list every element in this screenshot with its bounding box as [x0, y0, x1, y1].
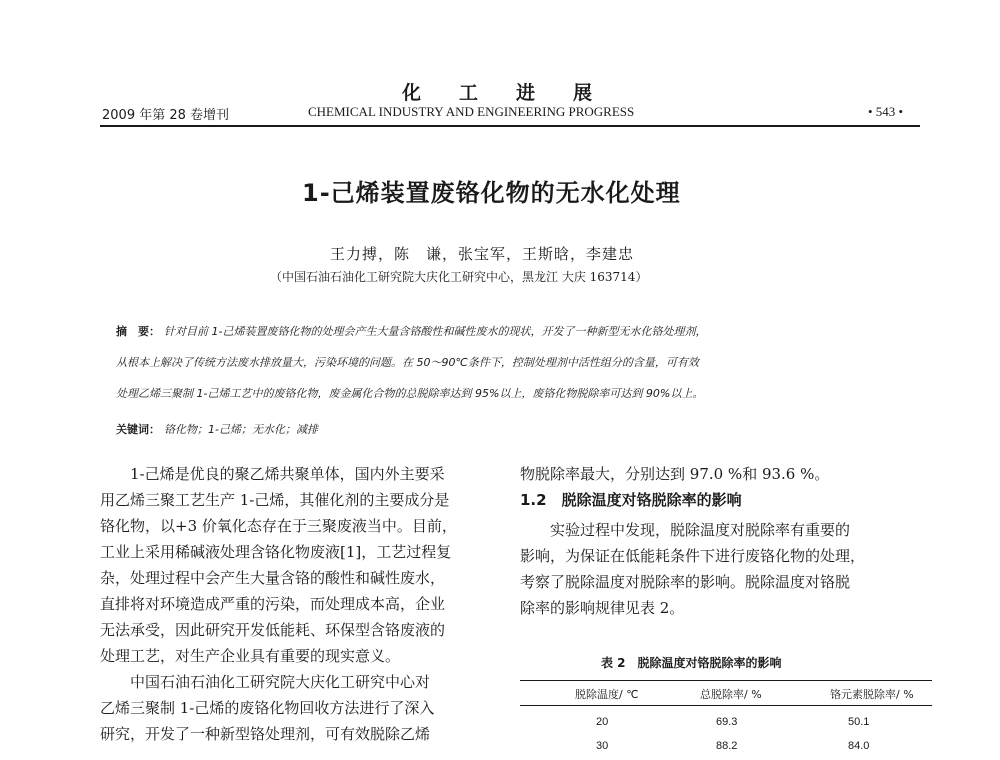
abstract-line: [116, 323, 706, 339]
table-header-cell: 铬元素脱除率/ %: [830, 688, 914, 701]
body-line: 工业上采用稀碱液处理含铬化物废液[1]，工艺过程复: [100, 543, 452, 561]
keywords-label: 关键词：: [116, 423, 160, 436]
body-line: 直排将对环境造成严重的污染，而处理成本高，企业: [100, 595, 446, 613]
table-cell: 84.0: [848, 740, 870, 752]
body-line: 影响，为保证在低能耗条件下进行废铬化物的处理，: [520, 547, 866, 565]
table-top-rule: [520, 680, 932, 681]
body-line: 物脱除率最大，分别达到 97.0 %和 93.6 %。: [520, 465, 830, 483]
header-rule: [100, 125, 920, 127]
keywords-line: [116, 421, 318, 437]
table-cell: 20: [596, 716, 609, 728]
journal-name-cn: 化工进展: [402, 82, 631, 104]
table-cell: 88.2: [716, 740, 738, 752]
section-heading: 1.2 脱除温度对铬脱除率的影响: [520, 491, 742, 509]
body-line: 无法承受，因此研究开发低能耗、环保型含铬废液的: [100, 621, 446, 639]
affiliation: （中国石油石油化工研究院大庆化工研究中心，黑龙江 大庆 163714）: [270, 270, 648, 284]
issue-info: 2009 年第 28 卷增刊: [102, 108, 230, 123]
table-header-cell: 脱除温度/ ℃: [575, 688, 639, 701]
abstract-line: 从根本上解决了传统方法废水排放量大，污染环境的问题。在 50～90℃条件下，控制处理剂中活性组分的含量，可有效: [116, 356, 699, 369]
body-line: 乙烯三聚制 1-己烯的废铬化物回收方法进行了深入: [100, 699, 435, 717]
body-line: 铬化物，以+3 价氧化态存在于三聚废液当中。目前，: [100, 517, 457, 535]
body-line: 1-己烯是优良的聚乙烯共聚单体，国内外主要采: [130, 465, 445, 483]
abstract-label: 摘 要：: [116, 325, 160, 338]
body-line: 用乙烯三聚工艺生产 1-己烯，其催化剂的主要成分是: [100, 491, 450, 509]
authors: 王力搏，陈 谦，张宝军，王斯晗，李建忠: [330, 245, 635, 263]
page-number: • 543 •: [868, 104, 904, 119]
abstract-line: 处理乙烯三聚制 1-己烯工艺中的废铬化物，废金属化合物的总脱除率达到 95%以上，废铬化物脱除率可达到 90%以上。: [116, 387, 704, 400]
table-caption: 表 2 脱除温度对铬脱除率的影响: [601, 656, 782, 670]
body-line: 研究，开发了一种新型铬处理剂，可有效脱除乙烯: [100, 725, 431, 743]
journal-name-en: CHEMICAL INDUSTRY AND ENGINEERING PROGRESS: [308, 104, 635, 119]
article-title: 1-己烯装置废铬化物的无水化处理: [302, 179, 681, 207]
table-cell: 30: [596, 740, 609, 752]
body-line: 除率的影响规律见表 2。: [520, 599, 685, 617]
body-line: 杂，处理过程中会产生大量含铬的酸性和碱性废水，: [100, 569, 446, 587]
body-line: 实验过程中发现，脱除温度对脱除率有重要的: [550, 521, 851, 539]
table-header-rule: [520, 705, 932, 706]
body-line: 中国石油石油化工研究院大庆化工研究中心对: [130, 673, 431, 691]
table-cell: 50.1: [848, 716, 870, 728]
table-header-cell: 总脱除率/ %: [700, 688, 762, 701]
table-cell: 69.3: [716, 716, 738, 728]
keywords: 铬化物；1-己烯；无水化；减排: [164, 423, 318, 436]
abstract-text: 针对目前 1-己烯装置废铬化物的处理会产生大量含铬酸性和碱性废水的现状，开发了一种新型无水化铬处理剂，: [164, 325, 707, 338]
body-line: 处理工艺，对生产企业具有重要的现实意义。: [100, 647, 401, 665]
body-line: 考察了脱除温度对脱除率的影响。脱除温度对铬脱: [520, 573, 851, 591]
